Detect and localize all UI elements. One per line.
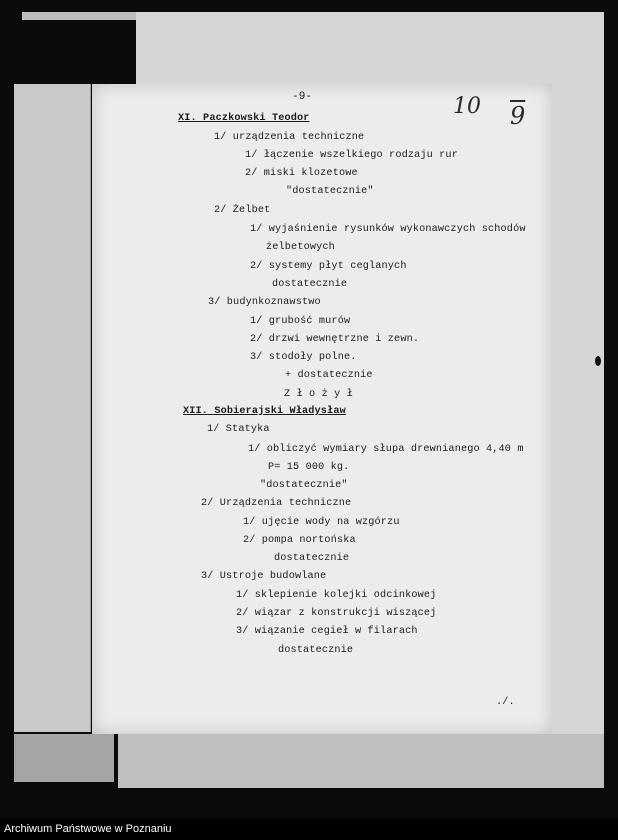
text-line: 2/ miski klozetowe [245, 168, 358, 179]
text-line: 1/ urządzenia techniczne [214, 132, 365, 143]
left-page-strip [14, 84, 91, 732]
text-line: 2/ drzwi wewnętrzne i zewn. [250, 334, 420, 345]
handwritten-page-number: 10 [453, 94, 481, 119]
grade-line: dostatecznie [272, 279, 348, 290]
text-line: żelbetowych [266, 242, 335, 253]
typed-page-number: -9- [292, 91, 313, 103]
text-line: 3/ budynkoznawstwo [208, 297, 321, 308]
text-line: 1/ Statyka [207, 424, 270, 435]
grade-line: "dostatecznie" [260, 480, 348, 491]
lower-sheet-band [118, 734, 604, 788]
grade-line: "dostatecznie" [286, 186, 374, 197]
text-line: 2/ systemy płyt ceglanych [250, 261, 407, 272]
section-heading: XI. Paczkowski Teodor [178, 113, 310, 124]
text-line: 2/ wiązar z konstrukcji wiszącej [236, 608, 437, 619]
text-line: 1/ łączenie wszelkiego rodzaju rur [245, 150, 458, 161]
text-line: 1/ grubość murów [250, 316, 351, 327]
text-line: 3/ Ustroje budowlane [201, 571, 327, 582]
section-heading: XII. Sobierajski Władysław [183, 406, 346, 417]
text-line: P= 15 000 kg. [268, 462, 350, 473]
handwritten-page-number-alt: 9 [510, 102, 526, 130]
text-line: 2/ pompa nortońska [243, 535, 356, 546]
archive-name: Archiwum Państwowe w Poznaniu [4, 823, 172, 835]
closing-mark: ./. [496, 697, 515, 708]
text-line: 2/ Urządzenia techniczne [201, 498, 352, 509]
signature-line: Z ł o ż y ł [284, 389, 353, 400]
punch-hole [595, 356, 601, 366]
text-line: 2/ Żelbet [214, 205, 271, 216]
grade-line: dostatecznie [278, 645, 354, 656]
text-line: 3/ stodoły polne. [250, 352, 357, 363]
grade-line: dostatecznie [274, 553, 350, 564]
text-line: 1/ ujęcie wody na wzgórzu [243, 517, 400, 528]
text-line: 3/ wiązanie cegieł w filarach [236, 626, 418, 637]
text-line: 1/ sklepienie kolejki odcinkowej [236, 590, 437, 601]
text-line: 1/ wyjaśnienie rysunków wykonawczych schodów [250, 224, 526, 235]
grade-line: + dostatecznie [285, 370, 373, 381]
text-line: 1/ obliczyć wymiary słupa drewnianego 4,40 m [248, 444, 524, 455]
archive-footer [0, 818, 618, 840]
left-page-corner [14, 734, 114, 782]
